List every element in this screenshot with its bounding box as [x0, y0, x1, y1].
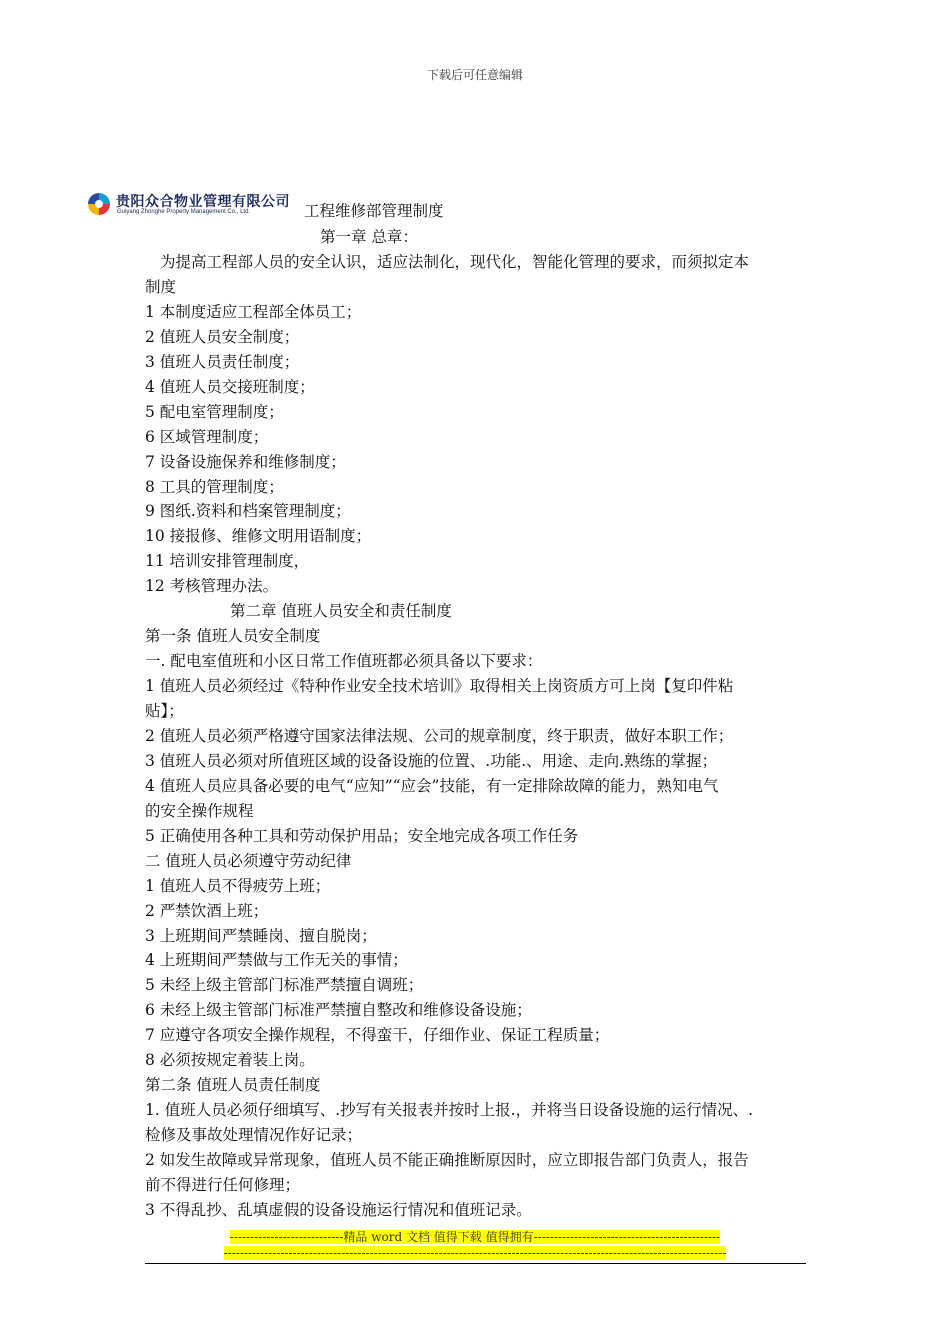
requirement-line: 2 值班人员必须严格遵守国家法律法规、公司的规章制度，终于职责，做好本职工作；: [145, 727, 734, 745]
discipline-line: 6 未经上级主管部门标准严禁擅自整改和维修设备设施；: [145, 1001, 532, 1019]
intro-text: 制度: [145, 278, 177, 296]
list-item: 9 图纸.资料和档案管理制度；: [145, 502, 351, 520]
footer-banner-dashes: ----------------------------------------------------------------------------------------------------------------------------: [223, 1246, 727, 1260]
list-item: 11 培训安排管理制度，: [145, 552, 310, 570]
company-logo: [86, 190, 290, 220]
requirement-line: 3 值班人员必须对所值班区域的设备设施的位置、.功能.、用途、走向.熟练的掌握；: [145, 752, 718, 770]
list-item: 6 区域管理制度；: [145, 428, 269, 446]
footer-banner: [0, 1230, 950, 1244]
list-item: 7 设备设施保养和维修制度；: [145, 453, 346, 471]
list-item: 3 值班人员责任制度；: [145, 353, 300, 371]
responsibility-line: 检修及事故处理情况作好记录；: [145, 1126, 363, 1144]
requirement-line: 的安全操作规程: [145, 802, 254, 820]
logo-mark-icon: [86, 192, 112, 216]
discipline-line: 8 必须按规定着装上岗。: [145, 1051, 315, 1069]
footer-rule: [145, 1263, 806, 1264]
discipline-line: 5 未经上级主管部门标准严禁擅自调班；: [145, 976, 424, 994]
list-item: 8 工具的管理制度；: [145, 478, 284, 496]
section-heading: 二 值班人员必须遵守劳动纪律: [145, 852, 352, 870]
list-item: 1 本制度适应工程部全体员工；: [145, 303, 362, 321]
discipline-line: 3 上班期间严禁睡岗、擅自脱岗；: [145, 927, 377, 945]
responsibility-line: 1. 值班人员必须仔细填写、.抄写有关报表并按时上报.，并将当日设备设施的运行情况、.: [145, 1101, 753, 1119]
footer-banner: [0, 1246, 950, 1260]
article-heading: 第二条 值班人员责任制度: [145, 1076, 321, 1094]
list-item: 2 值班人员安全制度；: [145, 328, 300, 346]
footer-banner-text: ----------------------------精品 word 文档 值得下载 值得拥有----------------------------------------------: [229, 1230, 721, 1244]
list-item: 5 配电室管理制度；: [145, 403, 284, 421]
header-note: 下载后可任意编辑: [426, 68, 523, 82]
requirement-line: 4 值班人员应具备必要的电气“应知”“应会”技能，有一定排除故障的能力，熟知电气: [145, 777, 719, 795]
logo-company-name: 贵阳众合物业管理有限公司: [116, 194, 290, 210]
requirement-line: 贴】；: [145, 702, 184, 720]
responsibility-line: 前不得进行任何修理；: [145, 1176, 301, 1194]
logo-company-name-en: Guiyang Zhonghe Property Management Co., Ltd.: [117, 209, 251, 215]
responsibility-line: 3 不得乱抄、乱填虚假的设备设施运行情况和值班记录。: [145, 1201, 532, 1219]
chapter-heading: 第一章 总章：: [320, 228, 418, 246]
list-item: 4 值班人员交接班制度；: [145, 378, 315, 396]
responsibility-line: 2 如发生故障或异常现象，值班人员不能正确推断原因时，应立即报告部门负责人，报告: [145, 1151, 749, 1169]
discipline-line: 4 上班期间严禁做与工作无关的事情；: [145, 951, 408, 969]
requirement-line: 1 值班人员必须经过《特种作业安全技术培训》取得相关上岗资质方可上岗【复印件粘: [145, 677, 734, 695]
intro-text: 为提高工程部人员的安全认识，适应法制化，现代化，智能化管理的要求，而须拟定本: [160, 253, 750, 271]
requirement-line: 5 正确使用各种工具和劳动保护用品；安全地完成各项工作任务: [145, 827, 579, 845]
discipline-line: 7 应遵守各项安全操作规程，不得蛮干，仔细作业、保证工程质量；: [145, 1026, 610, 1044]
document-title: 工程维修部管理制度: [304, 202, 444, 220]
discipline-line: 1 值班人员不得疲劳上班；: [145, 877, 331, 895]
article-heading: 第一条 值班人员安全制度: [145, 627, 321, 645]
chapter-heading: 第二章 值班人员安全和责任制度: [230, 602, 452, 620]
list-item: 10 接报修、维修文明用语制度；: [145, 527, 372, 545]
list-item: 12 考核管理办法。: [145, 577, 279, 595]
discipline-line: 2 严禁饮酒上班；: [145, 902, 269, 920]
section-heading: 一. 配电室值班和小区日常工作值班都必须具备以下要求：: [145, 652, 543, 670]
